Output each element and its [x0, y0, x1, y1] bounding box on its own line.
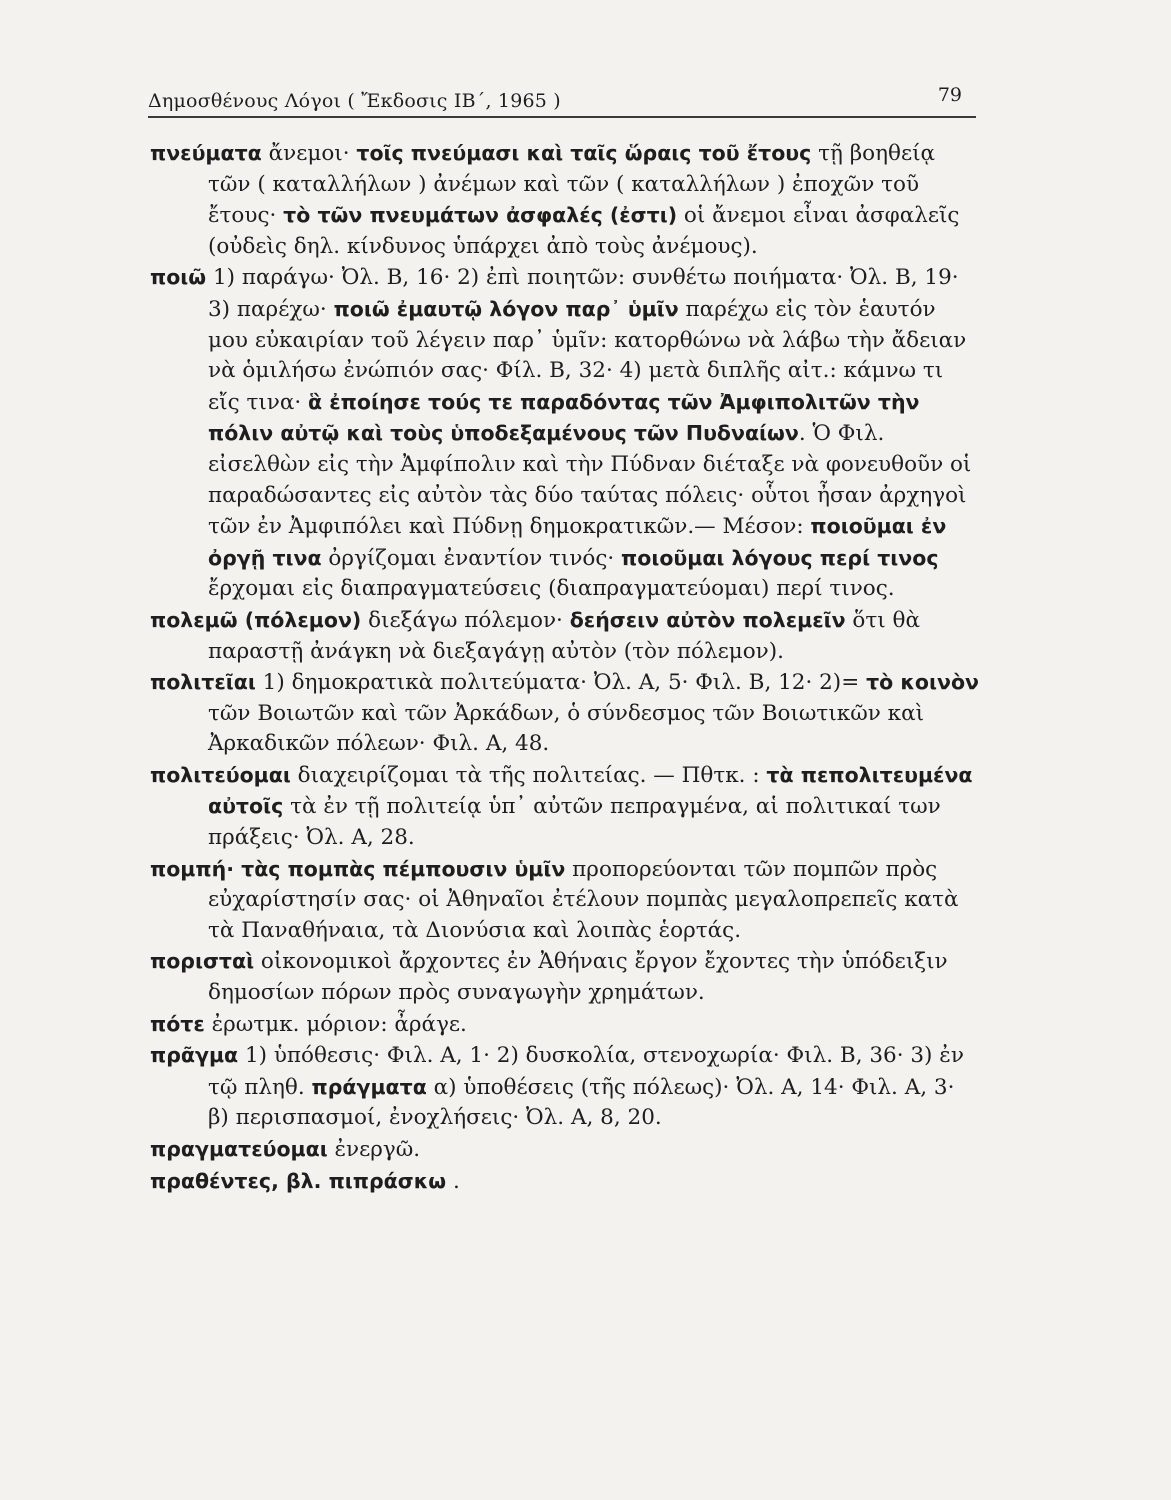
glossary-entry-politeuomai	[150, 760, 980, 854]
entry-bold-term: δεήσειν αὐτὸν πολεμεῖν	[569, 607, 846, 632]
entry-text: ὀργίζομαι ἐναντίον τινός·	[321, 545, 622, 571]
entry-text: α) ὑποθέσεις (τῆς πόλεως)· Ὀλ. Α, 14· Φιλ. Α, 3· β) περισπασμοί, ἐνοχλήσεις· Ὀλ. Α, 8, 20.	[208, 1074, 955, 1131]
entry-text: 1) δημοκρατικὰ πολιτεύματα· Ὀλ. Α, 5· Φιλ. Β, 12· 2)=	[255, 670, 867, 696]
entry-bold-term: ποιῶ	[150, 265, 207, 290]
entry-bold-term: πότε	[150, 1011, 205, 1036]
glossary-entry-pneumata	[150, 138, 980, 262]
entry-bold-term: πνεύματα	[150, 141, 262, 165]
entry-text: οἰκονομικοὶ ἄρχοντες ἐν Ἀθήναις ἔργον ἔχοντες τὴν ὑπόδειξιν δημοσίων πόρων πρὸς συναγωγὴν χρημάτων.	[208, 949, 948, 1006]
glossary-entry-poristai	[150, 946, 980, 1008]
entry-text: τῶν Βοιωτῶν καὶ τῶν Ἀρκάδων, ὁ σύνδεσμος τῶν Βοιωτικῶν καὶ Ἀρκαδικῶν πόλεων· Φιλ. Α, 48.	[208, 700, 925, 757]
entry-bold-term: πραγματεύομαι	[150, 1137, 328, 1161]
entry-text: διεξάγω πόλεμον·	[361, 607, 570, 633]
glossary-body	[150, 138, 980, 1197]
glossary-entry-politeiai	[150, 667, 980, 760]
entry-bold-term: πολιτεῖαι	[150, 670, 256, 695]
entry-text: 1) παράγω· Ὀλ. Β, 16· 2) ἐπὶ ποιητῶν: συνθέτω ποιήματα· Ὀλ. Β, 19· 3) παρέχω·	[206, 265, 959, 322]
entry-text: ἐνεργῶ.	[327, 1137, 421, 1162]
glossary-entry-pragmateuomai	[150, 1134, 980, 1166]
entry-bold-term: ποιοῦμαι ἐν ὀργῇ τινα	[208, 514, 947, 570]
entry-bold-term: πραθέντες, βλ. πιπράσκω	[150, 1168, 447, 1193]
entry-bold-term: τὰ πεπολιτευμένα αὐτοῖς	[208, 762, 973, 819]
running-header	[148, 70, 976, 118]
entry-bold-term: πράγματα	[311, 1074, 427, 1099]
entry-bold-term: ποιοῦμαι λόγους περί τινος	[621, 545, 939, 570]
header-title: Δημοσθένους Λόγοι ( Ἔκδοσις ΙΒ΄, 1965 )	[148, 90, 561, 112]
entry-text: . Ὁ Φιλ. εἰσελθὼν εἰς τὴν Ἀμφίπολιν καὶ τὴν Πύδναν διέταξε νὰ φονευθοῦν οἱ παραδώσαντες εἰς αὐτὸν τὰς δύο ταύτας πόλεις· οὗτοι ἦσαν ἀρχηγοὶ τῶν ἐν Ἀμφιπόλει καὶ Πύδνῃ δημοκρατικῶν.— Μέσον:	[208, 421, 972, 540]
entry-text: προπορεύονται τῶν πομπῶν πρὸς εὐχαρίστησίν σας· οἱ Ἀθηναῖοι ἐτέλουν πομπὰς μεγαλοπρεπεῖς κατὰ τὰ Παναθήναια, τὰ Διονύσια καὶ λοιπὰς ἑορτάς.	[208, 856, 959, 943]
entry-text: παρέχω εἰς τὸν ἑαυτόν μου εὐκαιρίαν τοῦ λέγειν παρ᾽ ὑμῖν: κατορθώνω νὰ λάβω τὴν ἄδειαν νὰ ὁμιλήσω ἐνώπιόν σας· Φίλ. Β, 32· 4) μετὰ διπλῆς αἰτ.: κάμνω τι εἴς τινα·	[208, 296, 967, 415]
glossary-entry-poio	[150, 262, 980, 605]
entry-bold-term: τὸ τῶν πνευμάτων ἀσφαλές (ἐστι)	[283, 203, 678, 228]
entry-bold-term: πρᾶγμα	[150, 1043, 239, 1068]
entry-text: ἐρωτμκ. μόριον: ἆράγε.	[204, 1011, 467, 1037]
entry-text: τῇ βοηθείᾳ τῶν ( καταλλήλων ) ἀνέμων καὶ τῶν ( καταλλήλων ) ἐποχῶν τοῦ ἔτους·	[208, 141, 936, 229]
entry-bold-term: πορισταὶ	[150, 949, 255, 974]
entry-bold-term: τὸ κοινὸν	[866, 670, 980, 695]
entry-bold-term: τοῖς πνεύμασι καὶ ταῖς ὥραις τοῦ ἔτους	[356, 141, 812, 165]
entry-bold-term: πολιτεύομαι	[150, 762, 291, 787]
glossary-entry-pragma	[150, 1040, 980, 1134]
entry-text: ἄνεμοι·	[261, 141, 357, 166]
entry-text: .	[446, 1168, 460, 1194]
entry-text: τὰ ἐν τῇ πολιτείᾳ ὑπ᾽ αὐτῶν πεπραγμένα, αἱ πολιτικαί των πράξεις· Ὀλ. Α, 28.	[208, 794, 941, 851]
entry-bold-term: ἃ ἐποίησε τούς τε παραδόντας τῶν Ἀμφιπολιτῶν τὴν πόλιν αὐτῷ καὶ τοὺς ὑποδεξαμένους τῶν Πυδναίων	[208, 389, 920, 446]
entry-text: διαχειρίζομαι τὰ τῆς πολιτείας. — Πθτκ. :	[290, 762, 767, 788]
entry-text: ἔρχομαι εἰς διαπραγματεύσεις (διαπραγματεύομαι) περί τινος.	[208, 576, 895, 602]
entry-bold-term: πομπή· τὰς πομπὰς πέμπουσιν ὑμῖν	[150, 856, 566, 881]
glossary-entry-pompi	[150, 854, 980, 947]
page-number: 79	[937, 84, 962, 106]
glossary-entry-pote	[150, 1009, 980, 1041]
entry-text: 1) ὑπόθεσις· Φιλ. Α, 1· 2) δυσκολία, στενοχωρία· Φιλ. Β, 36· 3) ἐν τῷ πληθ.	[208, 1043, 964, 1100]
entry-text: ὅτι θὰ παραστῇ ἀνάγκη νὰ διεξαγάγῃ αὐτὸν (τὸν πόλεμον).	[208, 607, 920, 664]
entry-bold-term: ποιῶ ἐμαυτῷ λόγον παρ᾽ ὑμῖν	[333, 296, 679, 321]
glossary-entry-prathentes	[150, 1166, 980, 1198]
entry-text: οἱ ἄνεμοι εἶναι ἀσφαλεῖς (οὐδεὶς δηλ. κίνδυνος ὑπάρχει ἀπὸ τοὺς ἀνέμους).	[208, 203, 960, 259]
glossary-entry-polemo	[150, 605, 980, 667]
entry-bold-term: πολεμῶ (πόλεμον)	[150, 607, 362, 632]
